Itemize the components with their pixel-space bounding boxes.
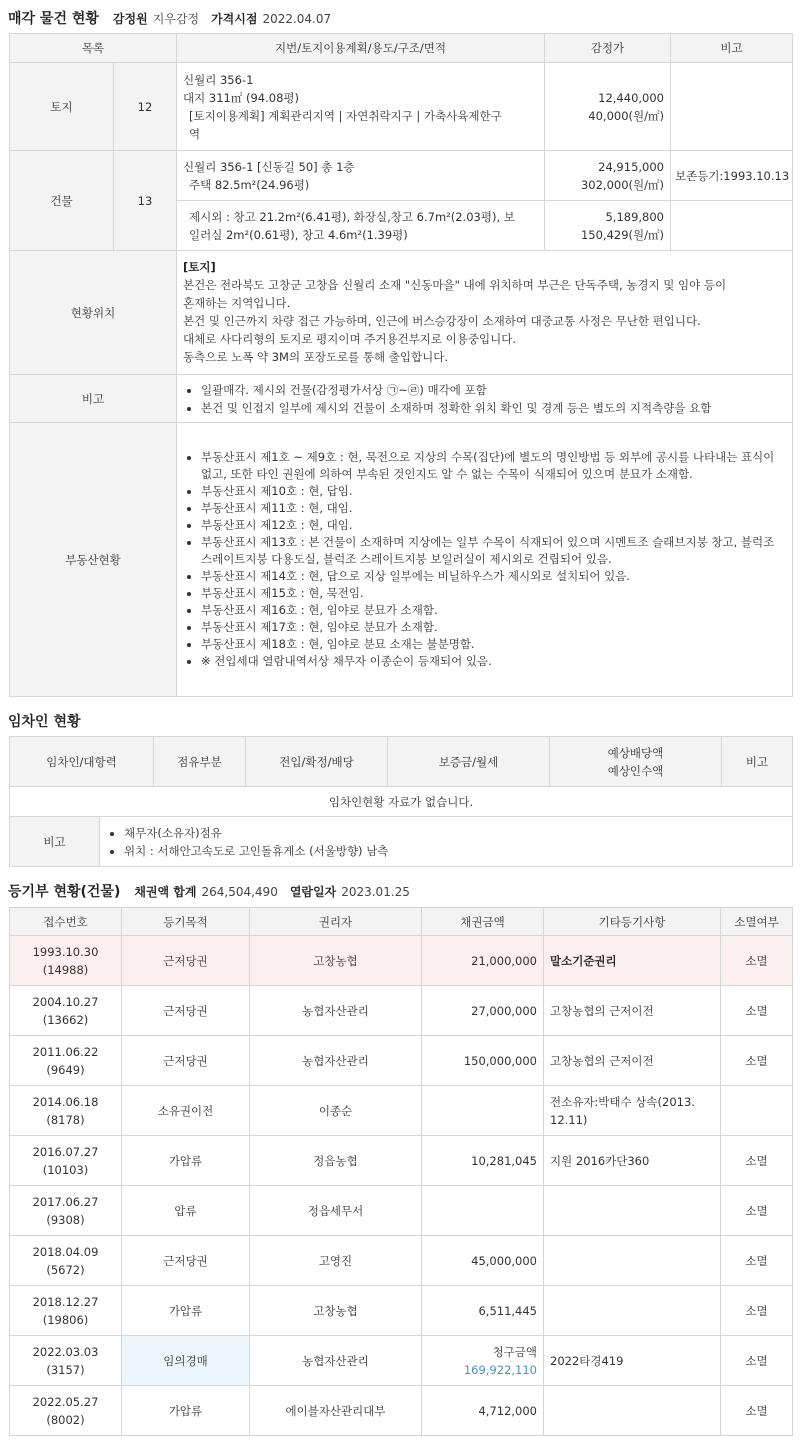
location-line4: 대체로 사다리형의 토지로 평지이며 주거용건부지로 이용중입니다. (183, 331, 516, 346)
registry-row (10, 936, 793, 986)
building-detail (177, 151, 545, 201)
land-price-unit: 40,000(원/㎡) (588, 108, 664, 123)
receipt-cell (10, 1186, 122, 1236)
status-item: • ※ 전입세대 열람내역서상 채무자 이종순이 등재되어 있음. (201, 653, 786, 670)
registry-row (10, 1186, 793, 1236)
amount-cell (422, 1336, 544, 1386)
land-plan-cont: 역 (189, 126, 201, 141)
receipt-cell (10, 1086, 122, 1136)
receipt-date: 2004.10.27 (32, 994, 99, 1009)
claim-amount-value: 169,922,110 (463, 1362, 537, 1377)
land-row (10, 63, 793, 151)
location-line5: 동측으로 노폭 약 3M의 포장도로를 통해 출입합니다. (183, 349, 449, 364)
col-deposit: 보증금/월세 (388, 737, 550, 787)
claim-amount-label: 청구금액 (492, 1344, 537, 1359)
registry-row (10, 1336, 793, 1386)
location-line1: 본건은 전라북도 고창군 고창읍 신월리 소재 "신동마을" 내에 위치하며 부근은 단독주택, 농경지 및 임야 등이 (183, 277, 727, 292)
purpose-cell: 압류 (122, 1186, 250, 1236)
land-detail (177, 63, 545, 151)
appraiser-value: 지우감정 (152, 12, 200, 26)
status-cell (177, 423, 793, 697)
status-item: • 부동산표시 제14호 : 현, 답으로 지상 일부에는 비닐하우스가 제시외로 설치되어 있음. (201, 568, 786, 585)
receipt-cell (10, 1386, 122, 1436)
receipt-date: 2018.04.09 (32, 1244, 99, 1259)
amount-cell: 45,000,000 (422, 1236, 544, 1286)
amount-cell: 10,281,045 (422, 1136, 544, 1186)
status-row (10, 423, 793, 697)
registry-row (10, 986, 793, 1036)
extra-building-line2: 일러실 2m²(0.61평), 창고 4.6m²(1.39평) (189, 227, 408, 242)
col-note: 비고 (671, 34, 793, 63)
col-receipt: 접수번호 (10, 908, 122, 936)
location-desc (177, 251, 793, 375)
purpose-cell: 가압류 (122, 1136, 250, 1186)
tenant-remarks-item: • 채무자(소유자)점유 (124, 824, 786, 842)
col-list: 목록 (10, 34, 177, 63)
holder-cell: 정읍세무서 (250, 1186, 422, 1236)
tenant-remarks-row (10, 817, 793, 867)
holder-cell: 고창농협 (250, 936, 422, 986)
status-item: • 부동산표시 제13호 : 본 건물이 소재하며 지상에는 일부 수목이 식재되어 있으며 시멘트조 슬래브지붕 창고, 블럭조 스레이트지붕 다용도실, 블럭조 스레이트지붕 보일러실이 제시외로 건립되어 있음. (201, 534, 786, 568)
receipt-no: (9649) (46, 1062, 85, 1077)
tenant-remarks-label: 비고 (10, 817, 100, 867)
other-cell: 고창농협의 근저이전 (544, 1036, 721, 1086)
location-line3: 본건 및 인근까지 차량 접근 가능하며, 인근에 버스승강장이 소재하여 대중교통 사정은 무난한 편입니다. (183, 313, 701, 328)
extinct-cell: 소멸 (721, 1036, 793, 1086)
receipt-cell (10, 1036, 122, 1086)
other-cell: 고창농협의 근저이전 (544, 986, 721, 1036)
land-note (671, 63, 793, 151)
building-price (545, 151, 671, 201)
holder-cell: 농협자산관리 (250, 986, 422, 1036)
col-holder: 권리자 (250, 908, 422, 936)
tenant-title: 임차인 현황 (8, 714, 81, 730)
receipt-date: 2022.05.27 (32, 1394, 99, 1409)
other-cell (544, 1186, 721, 1236)
extinct-cell: 소멸 (721, 936, 793, 986)
amount-cell: 4,712,000 (422, 1386, 544, 1436)
holder-cell: 농협자산관리 (250, 1036, 422, 1086)
status-item: • 부동산표시 제12호 : 현, 대임. (201, 517, 786, 534)
extinct-cell: 소멸 (721, 1386, 793, 1436)
extinct-cell: 소멸 (721, 1186, 793, 1236)
registry-row (10, 1136, 793, 1186)
status-item: • 부동산표시 제1호 ~ 제9호 : 현, 묵전으로 지상의 수목(집단)에 별도의 명인방법 등 외부에 공시를 나타내는 표식이 없고, 또한 타인 권원에 의하여 부속된 것인지도 알 수 없는 수목이 식재되어 있으며 분묘가 소재함. (201, 449, 786, 483)
col-tenant-note: 비고 (722, 737, 793, 787)
remarks-row (10, 375, 793, 423)
sale-table (9, 33, 793, 697)
receipt-no: (8178) (46, 1112, 85, 1127)
other-cell (544, 1086, 721, 1136)
registry-row (10, 1386, 793, 1436)
extra-building-price (545, 201, 671, 251)
receipt-cell (10, 1286, 122, 1336)
registry-row (10, 1236, 793, 1286)
extinct-cell: 소멸 (721, 1336, 793, 1386)
purpose-cell: 근저당권 (122, 986, 250, 1036)
col-tenant: 임차인/대항력 (10, 737, 154, 787)
sale-section-header (8, 8, 343, 28)
tenant-section-header (8, 711, 95, 731)
receipt-date: 1993.10.30 (32, 944, 99, 959)
receipt-cell (10, 1136, 122, 1186)
purpose-cell: 근저당권 (122, 1236, 250, 1286)
other-line2: 12.11) (550, 1112, 588, 1127)
receipt-cell (10, 936, 122, 986)
extra-building-note (671, 201, 793, 251)
price-date-value: 2022.04.07 (262, 12, 332, 26)
building-row (10, 151, 793, 201)
col-moving: 전입/확정/배당 (246, 737, 388, 787)
amount-cell (422, 1086, 544, 1136)
col-appraisal: 감정가 (545, 34, 671, 63)
receipt-no: (5672) (46, 1262, 85, 1277)
appraiser-label: 감정원 (112, 12, 148, 26)
purpose-cell: 가압류 (122, 1286, 250, 1336)
purpose-cell: 근저당권 (122, 1036, 250, 1086)
col-expected-dividend: 예상배당액 (607, 745, 664, 760)
amount-cell: 150,000,000 (422, 1036, 544, 1086)
tenant-remarks-list (106, 824, 786, 860)
status-item: • 부동산표시 제10호 : 현, 답임. (201, 483, 786, 500)
col-detail: 지번/토지이용계획/용도/구조/면적 (177, 34, 545, 63)
building-no: 13 (114, 151, 177, 251)
col-occupancy: 점유부분 (154, 737, 246, 787)
receipt-no: (9308) (46, 1212, 85, 1227)
land-price (545, 63, 671, 151)
holder-cell: 이종순 (250, 1086, 422, 1136)
other-cell: 지원 2016카단360 (544, 1136, 721, 1186)
receipt-cell (10, 986, 122, 1036)
land-no: 12 (114, 63, 177, 151)
col-purpose: 등기목적 (122, 908, 250, 936)
tenant-remarks-cell (100, 817, 793, 867)
registry-row (10, 1286, 793, 1336)
receipt-cell (10, 1236, 122, 1286)
building-label: 건물 (10, 151, 114, 251)
building-price-total: 24,915,000 (598, 159, 664, 174)
receipt-no: (8002) (46, 1412, 85, 1427)
other-cell: 2022타경419 (544, 1336, 721, 1386)
tenant-remarks-item: • 위치 : 서해안고속도로 고인돌휴게소 (서울방향) 남측 (124, 842, 786, 860)
location-row (10, 251, 793, 375)
location-label: 현황위치 (10, 251, 177, 375)
holder-cell: 에이블자산관리대부 (250, 1386, 422, 1436)
receipt-no: (3157) (46, 1362, 85, 1377)
tenant-header-row (10, 737, 793, 787)
amount-cell: 6,511,445 (422, 1286, 544, 1336)
sale-header-row (10, 34, 793, 63)
tenant-table (9, 736, 793, 867)
land-address: 신월리 356-1 (183, 72, 254, 87)
col-amount: 채권금액 (422, 908, 544, 936)
amount-cell: 27,000,000 (422, 986, 544, 1036)
extra-building-price-total: 5,189,800 (605, 209, 664, 224)
other-cell (544, 1286, 721, 1336)
land-area: 대지 311㎡ (94.08평) (183, 90, 299, 105)
tenant-empty-message: 임차인현황 자료가 없습니다. (10, 787, 793, 817)
status-item: • 부동산표시 제16호 : 현, 임야로 분묘가 소재함. (201, 602, 786, 619)
building-note: 보존등기:1993.10.13 (671, 151, 793, 201)
remarks-list (183, 381, 786, 417)
receipt-cell (10, 1336, 122, 1386)
status-item: • 부동산표시 제18호 : 현, 임야로 분묘 소재는 불분명함. (201, 636, 786, 653)
receipt-date: 2014.06.18 (32, 1094, 99, 1109)
registry-header-row (10, 908, 793, 936)
registry-section-header (8, 881, 422, 901)
extinct-cell (721, 1086, 793, 1136)
remarks-item: • 일괄매각. 제시외 건물(감정평가서상 ㉠~㉣) 매각에 포함 (201, 381, 786, 399)
registry-view-label: 열람일자 (289, 885, 337, 899)
receipt-no: (19806) (42, 1312, 89, 1327)
status-list (183, 449, 786, 670)
location-heading: [토지] (183, 259, 216, 274)
receipt-date: 2016.07.27 (32, 1144, 99, 1159)
col-extinct: 소멸여부 (721, 908, 793, 936)
sale-title: 매각 물건 현황 (8, 11, 99, 27)
registry-title: 등기부 현황(건물) (8, 884, 121, 900)
status-label: 부동산현황 (10, 423, 177, 697)
remarks-cell (177, 375, 793, 423)
amount-cell (422, 1186, 544, 1236)
other-cell (544, 1236, 721, 1286)
tenant-empty-row (10, 787, 793, 817)
purpose-cell: 소유권이전 (122, 1086, 250, 1136)
extinct-cell: 소멸 (721, 1286, 793, 1336)
status-item: • 부동산표시 제11호 : 현, 대임. (201, 500, 786, 517)
registry-total-value: 264,504,490 (201, 885, 278, 899)
registry-row (10, 1086, 793, 1136)
extra-building-line1: 제시외 : 창고 21.2m²(6.41평), 화장실,창고 6.7m²(2.03평), 보 (189, 209, 515, 224)
receipt-no: (13662) (42, 1012, 89, 1027)
amount-cell: 21,000,000 (422, 936, 544, 986)
registry-view-date: 2023.01.25 (341, 885, 410, 899)
holder-cell: 정읍농협 (250, 1136, 422, 1186)
purpose-cell: 임의경매 (122, 1336, 250, 1386)
land-label: 토지 (10, 63, 114, 151)
registry-table (9, 907, 793, 1436)
col-other: 기타등기사항 (544, 908, 721, 936)
other-cell: 말소기준권리 (544, 936, 721, 986)
status-item: • 부동산표시 제15호 : 현, 묵전임. (201, 585, 786, 602)
col-expected (550, 737, 722, 787)
extra-building-detail (177, 201, 545, 251)
building-area: 주택 82.5m²(24.96평) (189, 177, 310, 192)
receipt-date: 2022.03.03 (32, 1344, 99, 1359)
receipt-no: (10103) (42, 1162, 89, 1177)
holder-cell: 고창농협 (250, 1286, 422, 1336)
remarks-label: 비고 (10, 375, 177, 423)
registry-row (10, 1036, 793, 1086)
price-date-label: 가격시점 (211, 12, 258, 26)
location-line2: 혼재하는 지역입니다. (183, 295, 291, 310)
holder-cell: 농협자산관리 (250, 1336, 422, 1386)
extra-building-price-unit: 150,429(원/㎡) (580, 227, 664, 242)
receipt-no: (14988) (42, 962, 89, 977)
land-price-total: 12,440,000 (598, 90, 664, 105)
receipt-date: 2018.12.27 (32, 1294, 99, 1309)
status-item: • 부동산표시 제17호 : 현, 임야로 분묘가 소재함. (201, 619, 786, 636)
extinct-cell: 소멸 (721, 1136, 793, 1186)
registry-total-label: 채권액 합계 (134, 885, 197, 899)
receipt-date: 2017.06.27 (32, 1194, 99, 1209)
col-expected-takeover: 예상인수액 (607, 763, 664, 778)
purpose-cell: 근저당권 (122, 936, 250, 986)
land-plan: [토지이용계획] 계획관리지역 | 자연취락지구 | 가축사육제한구 (189, 108, 502, 123)
holder-cell: 고영진 (250, 1236, 422, 1286)
building-price-unit: 302,000(원/㎡) (580, 177, 664, 192)
purpose-cell: 가압류 (122, 1386, 250, 1436)
remarks-item: • 본건 및 인접지 일부에 제시외 건물이 소재하며 정확한 위치 확인 및 경계 등은 별도의 지적측량을 요함 (201, 399, 786, 417)
extinct-cell: 소멸 (721, 1236, 793, 1286)
extinct-cell: 소멸 (721, 986, 793, 1036)
receipt-date: 2011.06.22 (32, 1044, 99, 1059)
other-line1: 전소유자:박태수 상속(2013. (550, 1094, 695, 1109)
building-address: 신월리 356-1 [신동길 50] 총 1층 (183, 159, 355, 174)
other-cell (544, 1386, 721, 1436)
